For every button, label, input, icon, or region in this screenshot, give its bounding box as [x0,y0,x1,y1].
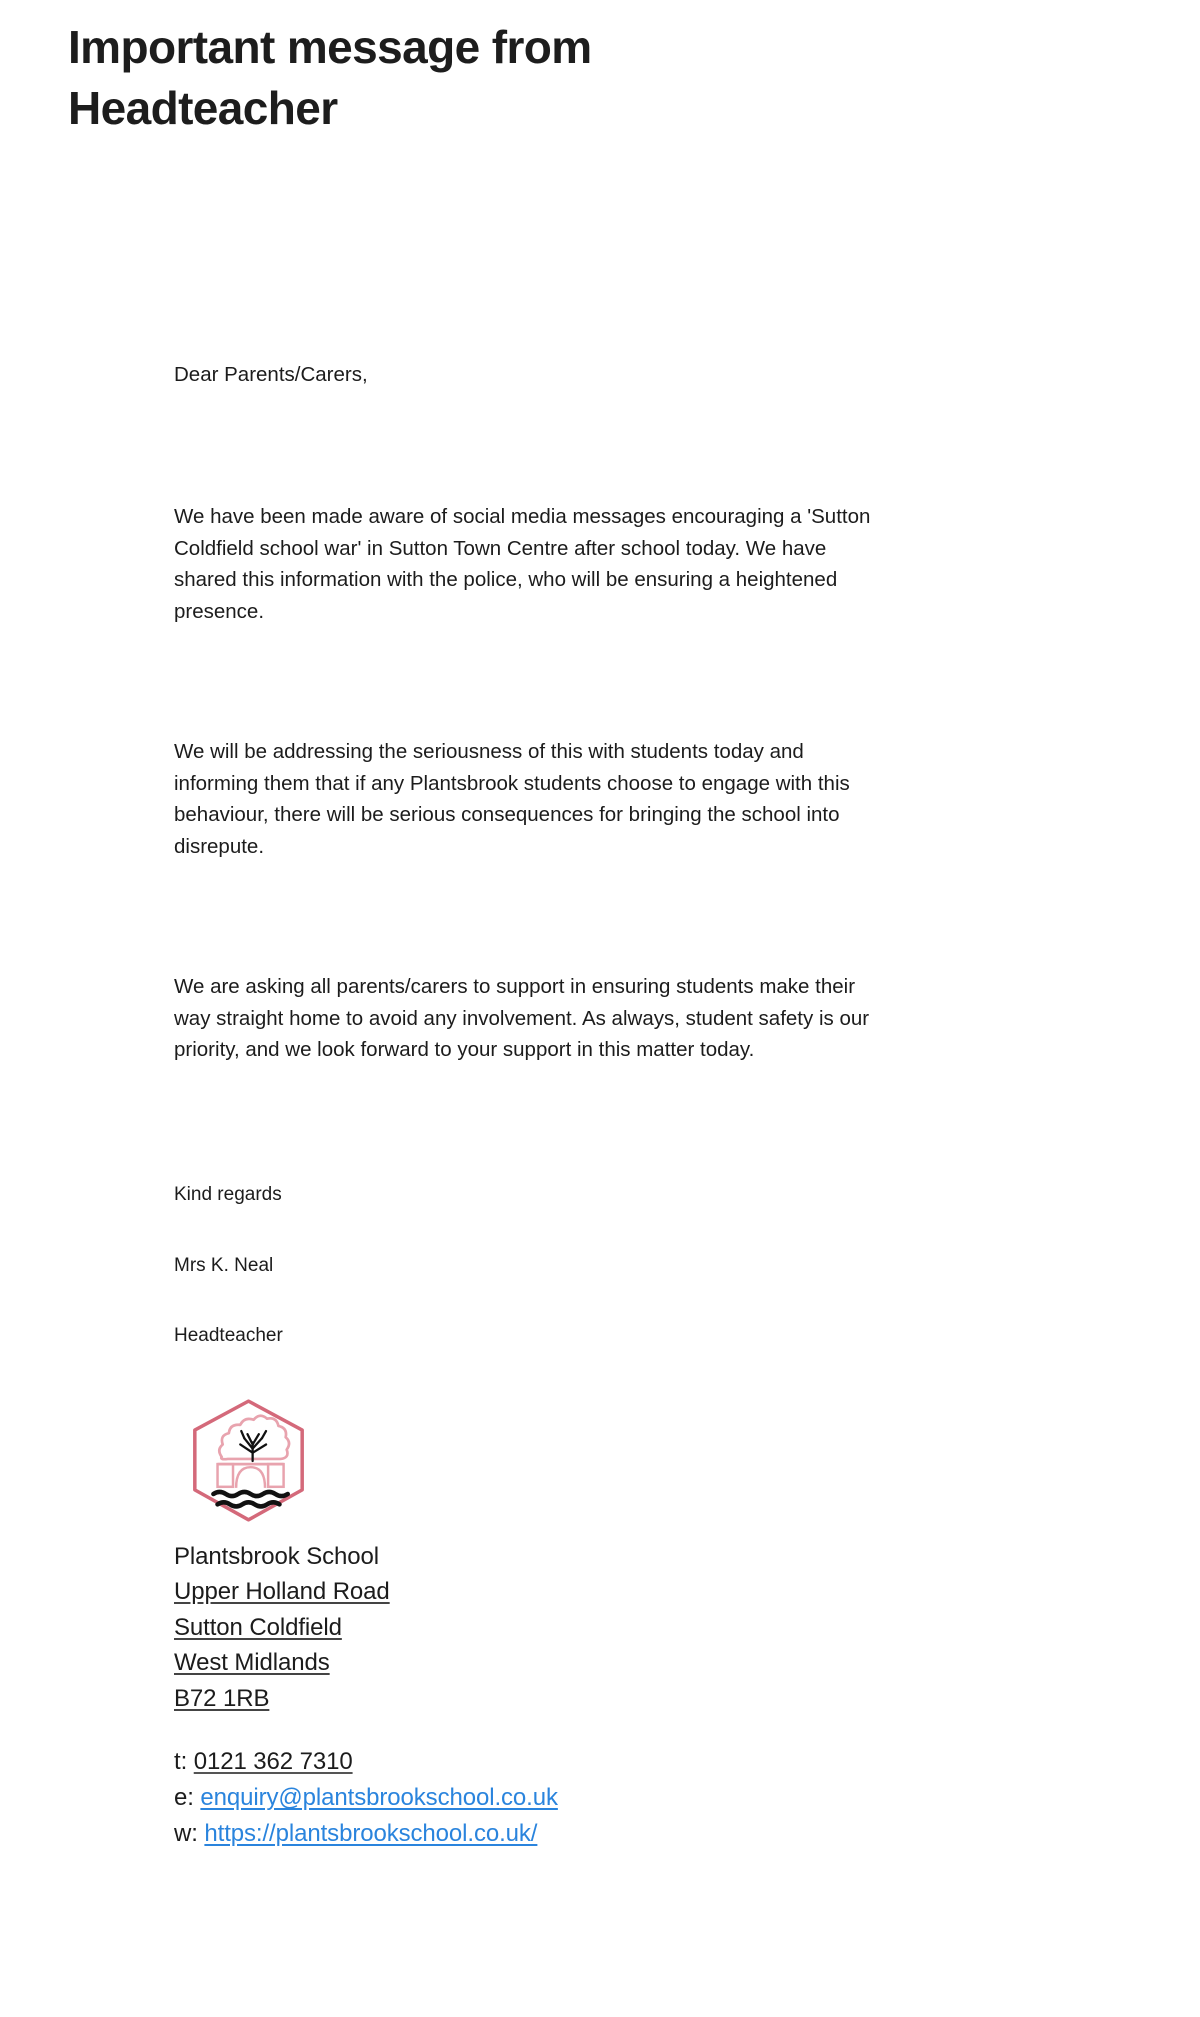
address-line: Sutton Coldfield [174,1613,342,1641]
paragraph-3: We are asking all parents/carers to support in ensuring students make their way straight home to avoid any involvement. As always, student safety is our priority, and we look forward to your support in this matter today. [174,974,870,1062]
address-block [174,1539,914,1717]
website-label: w: [174,1820,198,1848]
page-header [0,0,1200,148]
website-link[interactable]: https://plantsbrookschool.co.uk/ [204,1820,538,1848]
signoff-name: Mrs K. Neal [174,1254,274,1276]
phone-value[interactable]: 0121 362 7310 [193,1748,353,1776]
contact-row-website [174,1816,914,1852]
school-crest-icon [186,1397,311,1525]
contact-block [174,1744,914,1852]
contact-row-email [174,1780,914,1816]
contact-row-phone [174,1744,914,1780]
page-title: Important message from Headteacher [68,20,592,134]
spacer [174,628,914,736]
address-line: Upper Holland Road [174,1578,390,1606]
address-line: West Midlands [174,1649,330,1677]
spacer [174,1280,914,1322]
address-line: B72 1RB [174,1684,270,1712]
signoff-role: Headteacher [174,1325,283,1347]
spacer [174,863,914,971]
spacer [174,391,914,501]
spacer [174,1066,914,1181]
paragraph-1: We have been made aware of social media messages encouraging a 'Sutton Coldfield school war' in Sutton Town Centre after school today. We have shared this information with the police, who will be ensuring a heightened presence. [174,504,871,624]
email-label: e: [174,1784,194,1812]
salutation: Dear Parents/Carers, [174,363,368,386]
address-line: Plantsbrook School [174,1542,379,1570]
signoff-closing: Kind regards [174,1184,282,1206]
letter-body [174,360,914,1852]
spacer [174,1210,914,1252]
paragraph-2: We will be addressing the seriousness of this with students today and informing them that if any Plantsbrook students choose to engage with this behaviour, there will be serious consequences for bringing the school into disrepute. [174,739,850,859]
phone-label: t: [174,1748,188,1776]
email-link[interactable]: enquiry@plantsbrookschool.co.uk [200,1784,558,1812]
